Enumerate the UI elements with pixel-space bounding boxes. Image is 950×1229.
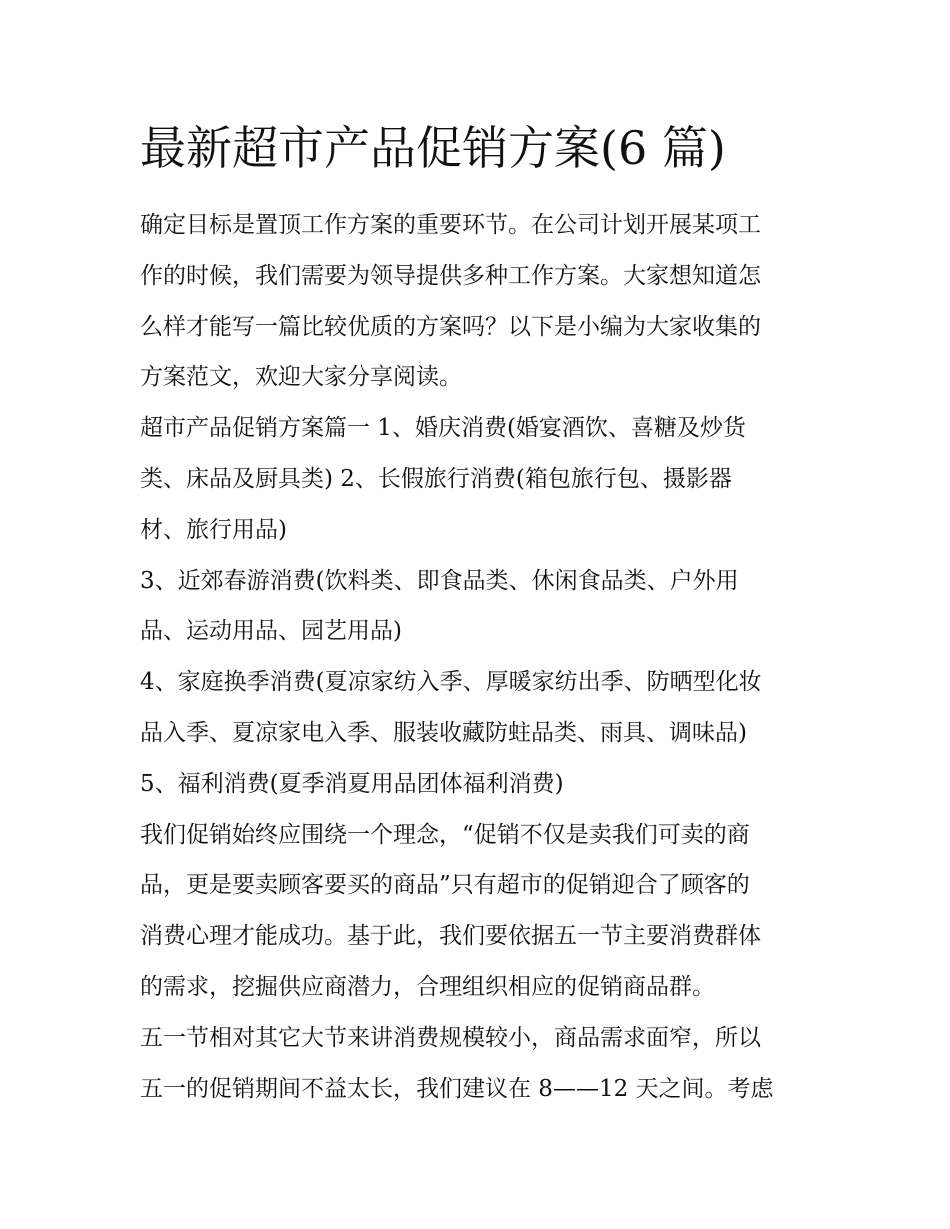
body-line: 5、福利消费(夏季消夏用品团体福利消费)	[140, 770, 564, 797]
document-title: 最新超市产品促销方案(6 篇)	[140, 121, 726, 175]
body-line: 品、运动用品、园艺用品)	[140, 618, 402, 645]
body-line: 五一节相对其它大节来讲消费规模较小，商品需求面窄，所以	[140, 1024, 761, 1051]
body-line: 作的时候，我们需要为领导提供多种工作方案。大家想知道怎	[140, 262, 761, 289]
body-line: 品入季、夏凉家电入季、服装收藏防蛀品类、雨具、调味品)	[140, 719, 747, 746]
body-line: 确定目标是置顶工作方案的重要环节。在公司计划开展某项工	[140, 212, 761, 238]
body-line: 类、床品及厨具类) 2、长假旅行消费(箱包旅行包、摄影器	[140, 465, 732, 492]
body-line: 3、近郊春游消费(饮料类、即食品类、休闲食品类、户外用	[140, 567, 739, 594]
body-line: 我们促销始终应围绕一个理念，“促销不仅是卖我们可卖的商	[140, 821, 750, 848]
body-line: 4、家庭换季消费(夏凉家纺入季、厚暖家纺出季、防晒型化妆	[140, 669, 762, 696]
body-line: 五一的促销期间不益太长，我们建议在 8——12 天之间。考虑	[140, 1075, 774, 1102]
body-line: 的需求，挖掘供应商潜力，合理组织相应的促销商品群。	[140, 973, 715, 1000]
body-line: 品，更是要卖顾客要买的商品”只有超市的促销迎合了顾客的	[140, 872, 750, 899]
body-line: 么样才能写一篇比较优质的方案吗？以下是小编为大家收集的	[140, 313, 761, 340]
body-line: 材、旅行用品)	[140, 516, 287, 543]
document-body	[140, 200, 820, 1114]
body-line: 方案范文，欢迎大家分享阅读。	[140, 364, 462, 391]
body-line: 超市产品促销方案篇一 1、婚庆消费(婚宴酒饮、喜糖及炒货	[140, 415, 746, 442]
body-line: 消费心理才能成功。基于此，我们要依据五一节主要消费群体	[140, 923, 761, 950]
